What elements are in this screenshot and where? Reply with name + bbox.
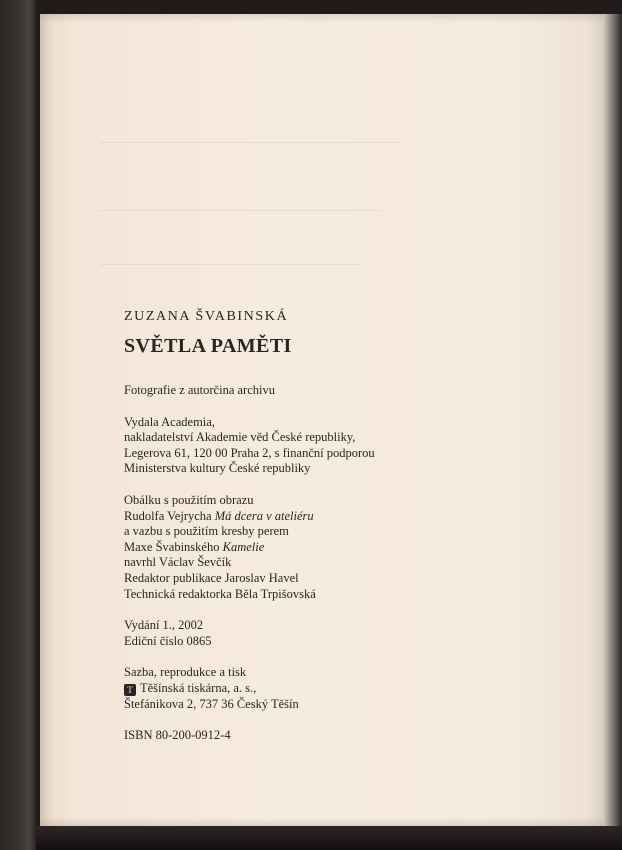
design-credits	[124, 493, 544, 602]
show-through	[100, 210, 380, 211]
publisher-line: Legerova 61, 120 00 Praha 2, s finanční podporou	[124, 445, 375, 460]
book-cover-edge	[0, 0, 36, 850]
painting-title: Má dcera v ateliéru	[214, 508, 314, 523]
edition-info: Vydání 1., 2002	[124, 618, 204, 633]
edition-number: Ediční číslo 0865	[124, 633, 212, 648]
photo-credit: Fotografie z autorčina archivu	[124, 383, 275, 397]
printing-credit: Sazba, reprodukce a tisk	[124, 665, 247, 680]
cover-credit: Obálku s použitím obrazu	[124, 492, 254, 507]
page-edge	[604, 14, 622, 826]
drawer-name: Maxe Švabinského	[124, 539, 223, 554]
edition-block	[124, 618, 544, 649]
book-title: SVĚTLA PAMĚTI	[124, 335, 292, 357]
drawer-credit	[124, 540, 544, 556]
publisher-line: Vydala Academia,	[124, 414, 215, 429]
show-through	[100, 142, 400, 143]
drawing-title: Kamelie	[222, 539, 265, 554]
publisher-block	[124, 415, 544, 477]
printer-address: Štefánikova 2, 737 36 Český Těšín	[124, 696, 299, 711]
tech-editor-credit: Technická redaktorka Běla Trpišovská	[124, 586, 316, 601]
binding-credit: a vazbu s použitím kresby perem	[124, 524, 289, 539]
printer-line	[124, 681, 544, 697]
printer-logo-icon: T	[124, 684, 136, 696]
editor-credit: Redaktor publikace Jaroslav Havel	[124, 570, 299, 585]
painter-credit	[124, 509, 544, 525]
book-author: ZUZANA ŠVABINSKÁ	[124, 309, 289, 324]
imprint-block	[124, 309, 544, 744]
painter-name: Rudolfa Vejrycha	[124, 508, 215, 523]
printing-block	[124, 665, 544, 712]
designer-credit: navrhl Václav Ševčík	[124, 555, 232, 570]
isbn: ISBN 80-200-0912-4	[124, 728, 231, 743]
printer-name: Těšínská tiskárna, a. s.,	[140, 680, 257, 695]
book-bottom-edge	[36, 826, 622, 850]
publisher-line: nakladatelství Akademie věd České republiky,	[124, 430, 356, 445]
show-through	[100, 264, 360, 265]
publisher-line: Ministerstva kultury České republiky	[124, 461, 311, 476]
